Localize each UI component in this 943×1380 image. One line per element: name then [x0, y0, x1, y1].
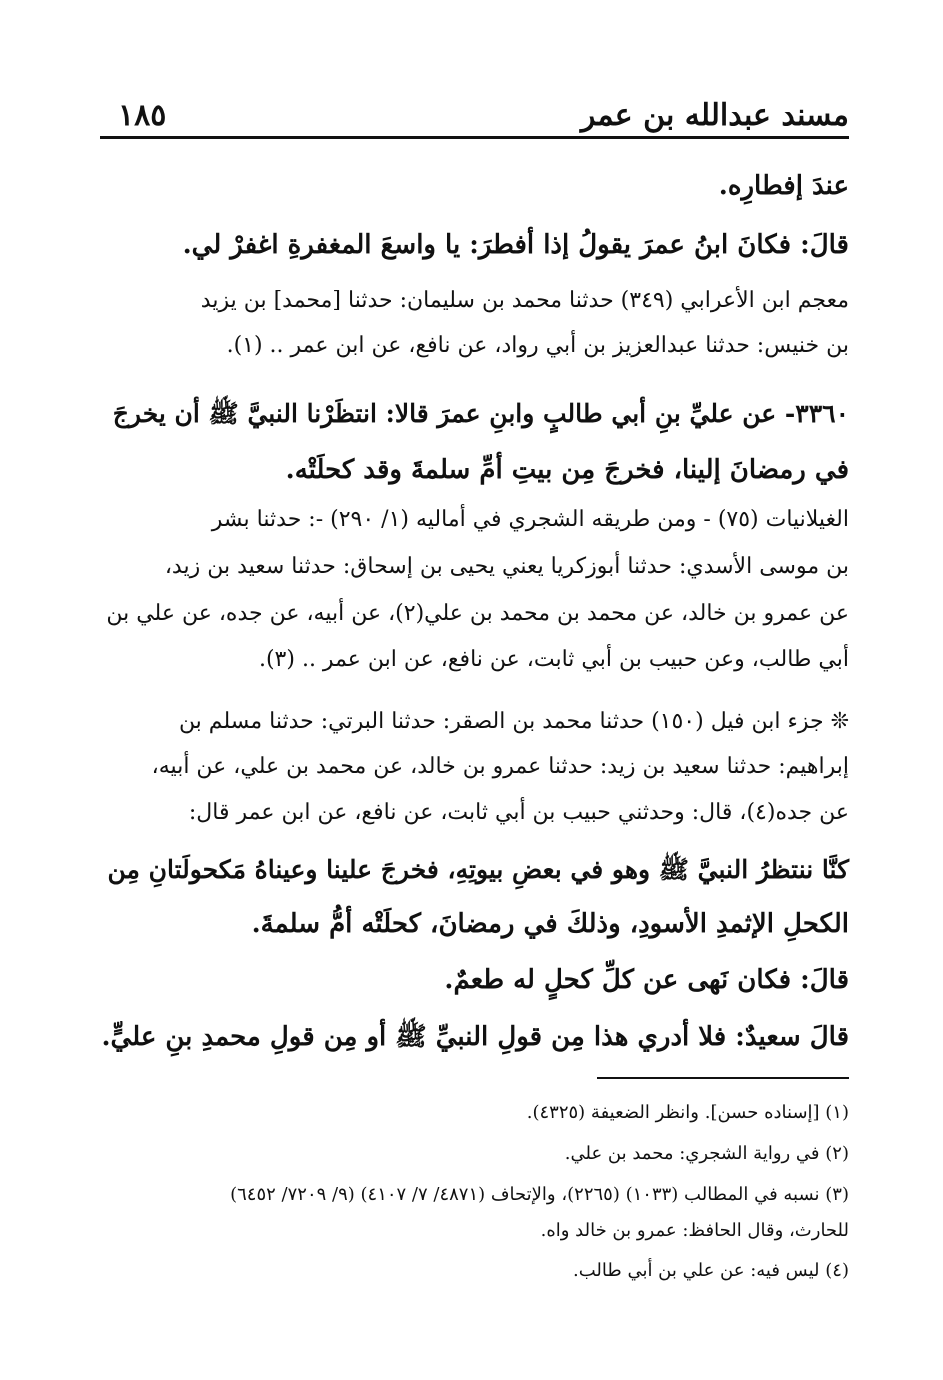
takhrij-line: عن جده(٤)، قال: وحدثني حبيب بن أبي ثابت، عن نافع، عن ابن عمر قال: [188, 800, 849, 825]
takhrij-line: بن خنيس: حدثنا عبدالعزيز بن أبي رواد، عن نافع، عن ابن عمر .. (١). [226, 333, 849, 358]
takhrij-line: معجم ابن الأعرابي (٣٤٩) حدثنا محمد بن سليمان: حدثنا [محمد] بن يزيد [200, 288, 849, 313]
footnote: (٤) ليس فيه: عن علي بن أبي طالب. [573, 1260, 849, 1281]
takhrij-line: الغيلانيات (٧٥) - ومن طريقه الشجري في أماليه (١/ ٢٩٠) -: حدثنا بشر [211, 507, 849, 532]
hadith-line: كنَّا ننتظرُ النبيَّ ﷺ وهو في بعضِ بيوتِهِ، فخرجَ علينا وعيناهُ مَكحولَتانِ مِن [107, 855, 849, 884]
hadith-line: ٣٣٦٠- عن عليِّ بنِ أبي طالبٍ وابنِ عمرَ قالا: انتظَرْنا النبيَّ ﷺ أن يخرجَ [112, 399, 849, 428]
footnote-rule [597, 1077, 849, 1079]
running-header-title: مسند عبدالله بن عمر [580, 98, 849, 133]
footnote: (١) [إسناده حسن]. وانظر الضعيفة (٤٣٢٥). [526, 1102, 849, 1123]
text-line: عندَ إفطارِه. [718, 171, 849, 201]
takhrij-line: بن موسى الأسدي: حدثنا أبوزكريا يعني يحيى بن إسحاق: حدثنا سعيد بن زيد، [164, 554, 849, 579]
takhrij-line: ❊ جزء ابن فيل (١٥٠) حدثنا محمد بن الصقر: حدثنا البرتي: حدثنا مسلم بن [178, 709, 849, 734]
page-number: ١٨٥ [118, 98, 167, 133]
hadith-line: قالَ: فكان نَهى عن كلِّ كحلٍ له طعمٌ. [444, 965, 849, 995]
hadith-line: الكحلِ الإثمدِ الأسودِ، وذلكَ في رمضانَ، كحلَتْه أمُّ سلمةَ. [251, 909, 849, 939]
takhrij-line: أبي طالب، وعن حبيب بن أبي ثابت، عن نافع، عن ابن عمر .. (٣). [258, 647, 849, 672]
footnote: (٣) نسبه في المطالب (١٠٣٣) (٢٢٦٥)، والإتحاف (٤٨٧١/ ٧/ ٤١٠٧) (٩/ ٧٢٠٩/ ٦٤٥٢) [230, 1184, 849, 1205]
text-line: قالَ: فكانَ ابنُ عمرَ يقولُ إذا أفطرَ: يا واسعَ المغفرةِ اغفرْ لي. [182, 230, 849, 260]
footnote-continued: للحارث، وقال الحافظ: عمرو بن خالد واه. [540, 1220, 849, 1241]
header-rule [100, 136, 849, 139]
hadith-line: في رمضانَ إلينا، فخرجَ مِن بيتِ أمِّ سلمةَ وقد كحلَتْه. [285, 455, 849, 485]
footnote: (٢) في رواية الشجري: محمد بن علي. [564, 1143, 849, 1164]
takhrij-line: عن عمرو بن خالد، عن محمد بن محمد بن علي(٢)، عن أبيه، عن جده، عن علي بن [106, 601, 849, 626]
hadith-line: قالَ سعيدٌ: فلا أدري هذا مِن قولِ النبيِّ ﷺ أو مِن قولِ محمدِ بنِ عليٍّ. [101, 1022, 849, 1052]
takhrij-line: إبراهيم: حدثنا سعيد بن زيد: حدثنا عمرو بن خالد، عن محمد بن علي، عن أبيه، [151, 754, 849, 779]
